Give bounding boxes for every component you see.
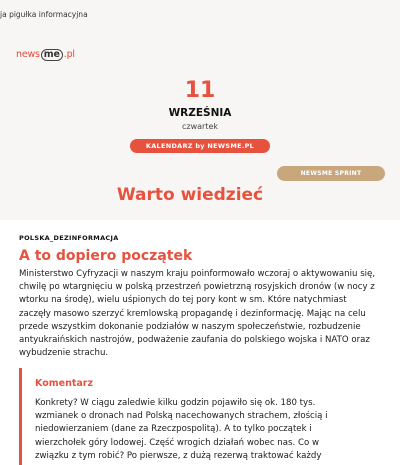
section-title: Warto wiedzieć (116, 185, 264, 205)
comment-body: Konkrety? W ciągu zaledwie kilku godzin pojawiło się ok. 180 tys. wzmianek o dronach nad Polską nacechowanych strachem, złością i niedowierzaniem (dane za Rzeczpospolitą). A to tylko początek i wierzchołek góry lodowej. Część wrogich działań wobec nas. Co w związku z tym robić? Po pierwsze, z dużą rezerwą traktować każdy (35, 398, 328, 461)
calendar-button[interactable]: KALENDARZ by NEWSME.PL (130, 139, 270, 153)
date-day: 11 (184, 78, 216, 103)
date-weekday: czwartek (181, 122, 219, 131)
article-tag: POLSKA_DEZINFORMACJA (19, 234, 119, 242)
logo-text-news: news (16, 49, 40, 60)
article-headline: A to dopiero początek (19, 248, 193, 264)
date-month: WRZEŚNIA (168, 107, 232, 119)
logo-text-pl: .pl (63, 49, 75, 60)
comment-accent-bar (19, 368, 22, 465)
article-body: Ministerstwo Cyfryzacji w naszym kraju poinformowało wczoraj o aktywowaniu się, chwilę po wtargnięciu w polską przestrzeń powietrzną rosyjskich dronów (w nocy z wtorku na środę), wielu uśpionych do tej pory kont w sm. Które natychmiast zaczęły masowo szerzyć kremlowską propagandę i dezinformację. Mając na celu przede wszystkim dokonanie podziałów w naszym społeczeństwie, rozbudzenie antyukraińskich nastrojów, podważenie zaufania do polskiego wojska i NATO oraz wybudzenie strachu. (19, 269, 376, 359)
sprint-button[interactable]: NEWSME SPRINT (277, 166, 385, 181)
logo-text-me: me (41, 49, 63, 61)
preheader-text: ja pigułka informacyjna (0, 10, 88, 19)
article-content (0, 220, 400, 465)
newsme-logo[interactable] (16, 49, 75, 61)
comment-title: Komentarz (35, 378, 93, 389)
